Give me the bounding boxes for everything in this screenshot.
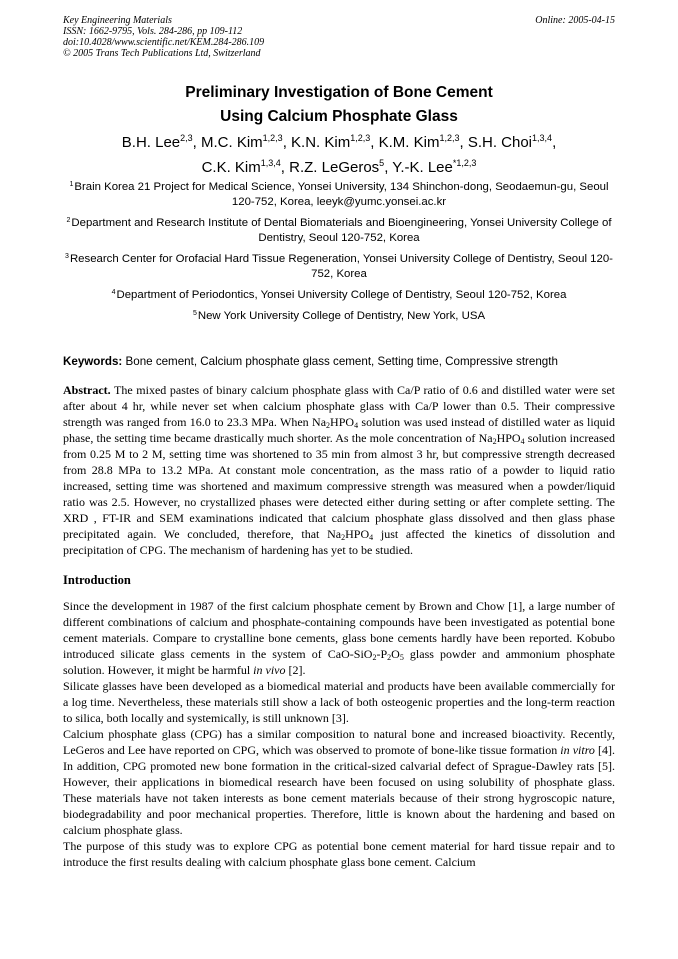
doi-line: doi:10.4028/www.scientific.net/KEM.284-286.109: [63, 37, 265, 48]
paper-body: [63, 382, 615, 870]
copyright-line: © 2005 Trans Tech Publications Ltd, Switzerland: [63, 48, 261, 59]
issn-line: ISSN: 1662-9795, Vols. 284-286, pp 109-112: [63, 26, 243, 37]
affiliation: $^1$Brain Korea 21 Project for Medical Science, Yonsei University, 134 Shinchon-dong, Seodaemun-gu, Seoul 120-752, Korea, leeyk@yumc.yonsei.ac.kr: [69, 181, 609, 208]
keywords: [63, 354, 615, 369]
abstract: Abstract. The mixed pastes of binary calcium phosphate glass with Ca/P ratio of 0.6 and distilled water were set after about 4 hr, while never set when calcium phosphate glass with Ca/P lower than 0.5. Their compressive strength was ranged from 16.0 to 23.3 MPa. When $Na_2HPO_4$ solution was used instead of distilled water as liquid phase, the setting time became drastically much shorter. As the mole concentration of $Na_2HPO_4$ solution increased from 0.25 M to 2 M, setting time was shortened to 35 min from almost 3 hr, but compressive strength decreased from 28.8 MPa to 13.2 MPa. At constant mole concentration, as the mass ratio of a powder to liquid ratio increased, setting time was shortened and maximum compressive strength was measured when a powder/liquid ratio was 2.5. However, no crystallized phases were detected either during setting or after complete setting. The XRD , FT-IR and SEM examinations indicated that calcium phosphate glass dissolved and then glass phase precipitated again. We concluded, therefore, that $Na_2HPO_4$ just affected the kinetics of dissolution and precipitation of CPG. The mechanism of hardening has yet to be studied.: [63, 383, 615, 557]
online-date: Online: 2005-04-15: [535, 15, 615, 26]
author: K.N. Kim$^{1,2,3}$,: [291, 133, 379, 151]
author: K.M. Kim$^{1,2,3}$,: [378, 133, 468, 151]
author-list: [40, 130, 638, 180]
title-line-2: Using Calcium Phosphate Glass: [220, 108, 458, 125]
journal-header: [63, 15, 615, 59]
affiliation-list: [60, 180, 618, 330]
paper-title: [0, 81, 678, 129]
journal-name: Key Engineering Materials: [63, 15, 172, 26]
intro-paragraph-1: Since the development in 1987 of the first calcium phosphate cement by Brown and Chow [1], a large number of different combinations of calcium and phosphate-containing compounds have been investigated as potential bone cement materials. Compare to crystalline bone cements, glass bone cements hardly have been reported. Kobubo introduced silicate glass cements in the system of CaO-$SiO_2-P_2O_5$ glass powder and ammonium phosphate solution. However, it might be harmful in vivo [2].: [63, 599, 616, 677]
affiliation: $^5$New York University College of Dentistry, New York, USA: [192, 310, 486, 322]
author: S.H. Choi$^{1,3,4}$,: [467, 133, 557, 151]
keywords-label: Keywords:: [63, 355, 123, 368]
affiliation: $^3$Research Center for Orofacial Hard Tissue Regeneration, Yonsei University College of Dentistry, Seoul 120-752, Korea: [65, 253, 613, 280]
affiliation: $^2$Department and Research Institute of Dental Biomaterials and Bioengineering, Yonsei University College of Dentistry, Seoul 120-752, Korea: [66, 217, 612, 244]
author: Y.-K. Lee$^{*1,2,3}$: [392, 158, 477, 176]
author: C.K. Kim$^{1,3,4}$,: [201, 158, 290, 176]
intro-paragraph-2: Silicate glasses have been developed as a biomedical material and products have been available commercially for a log time. Nevertheless, these materials still show a lack of both osteogenic properties and the long-term reaction to silica, both locally and systemically, is still unknown [3].: [63, 679, 615, 725]
intro-paragraph-4: The purpose of this study was to explore CPG as potential bone cement material for hard tissue repair and to introduce the first results dealing with calcium phosphate glass bone cement. Calcium: [63, 839, 615, 869]
title-line-1: Preliminary Investigation of Bone Cement: [185, 84, 493, 101]
author: R.Z. LeGeros$^5$,: [289, 158, 393, 176]
author: B.H. Lee$^{2,3}$,: [121, 133, 201, 151]
intro-paragraph-3: Calcium phosphate glass (CPG) has a similar composition to natural bone and increased bioactivity. Recently, LeGeros and Lee have reported on CPG, which was observed to promote of bone-like tissue formation in vitro [4]. In addition, CPG promoted new bone formation in the critical-sized calvarial defect of Sprague-Dawley rats [5]. However, their applications in biomedical research have been focused on using solubility of phosphate glass. These materials have not taken interests as bone cement materials because of their strong hygroscopic nature, biodegradability and poor mechanical properties. Therefore, little is known about the hardening and based on calcium phosphate glass.: [63, 727, 615, 837]
author: M.C. Kim$^{1,2,3}$,: [201, 133, 292, 151]
affiliation: $^4$Department of Periodontics, Yonsei University College of Dentistry, Seoul 120-752, Korea: [111, 289, 567, 301]
section-heading-introduction: Introduction: [63, 573, 131, 587]
keywords-text: Bone cement, Calcium phosphate glass cement, Setting time, Compressive strength: [125, 355, 558, 368]
